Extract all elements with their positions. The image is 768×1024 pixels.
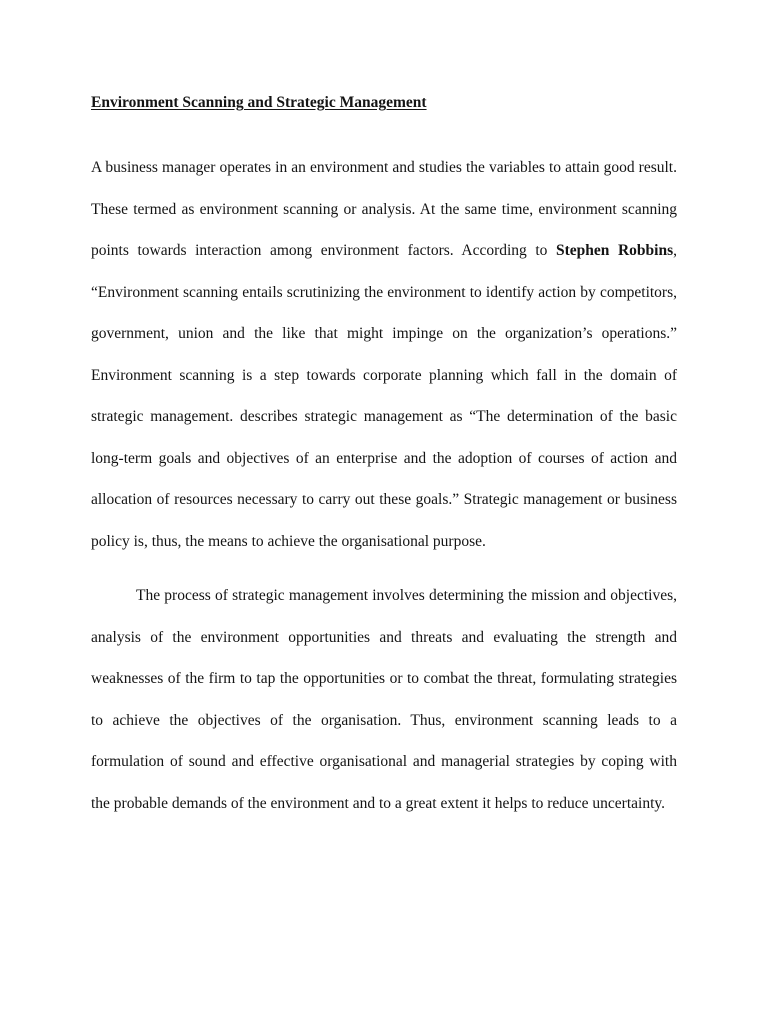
paragraph-2: The process of strategic management involves determining the mission and objectives, analysis of the environment opportunities and threats and evaluating the strength and weaknesses of the firm to tap the opportunities or to combat the threat, formulating strategies to achieve the objectives of the organisation. Thus, environment scanning leads to a formulation of sound and effective organisational and managerial strategies by coping with the probable demands of the environment and to a great extent it helps to reduce uncertainty. [91, 587, 677, 812]
document-page [91, 91, 677, 824]
paragraph-1-text-end: , “Environment scanning entails scrutinizing the environment to identify action by competitors, government, union and the like that might impinge on the organization’s operations.” Environment scanning is a step towards corporate planning which fall in the domain of strategic management. describes strategic management as “The determination of the basic long-term goals and objectives of an enterprise and the adoption of courses of action and allocation of resources necessary to carry out these goals.” Strategic management or business policy is, thus, the means to achieve the organisational purpose. [91, 242, 677, 550]
document-title: Environment Scanning and Strategic Management [91, 94, 427, 111]
paragraph-1-text-start: A business manager operates in an environment and studies the variables to attain good result. These termed as environment scanning or analysis. At the same time, environment scanning points towards interaction among environment factors. According to [91, 159, 677, 259]
paragraph-1 [91, 147, 677, 562]
author-name: Stephen Robbins [556, 242, 674, 259]
